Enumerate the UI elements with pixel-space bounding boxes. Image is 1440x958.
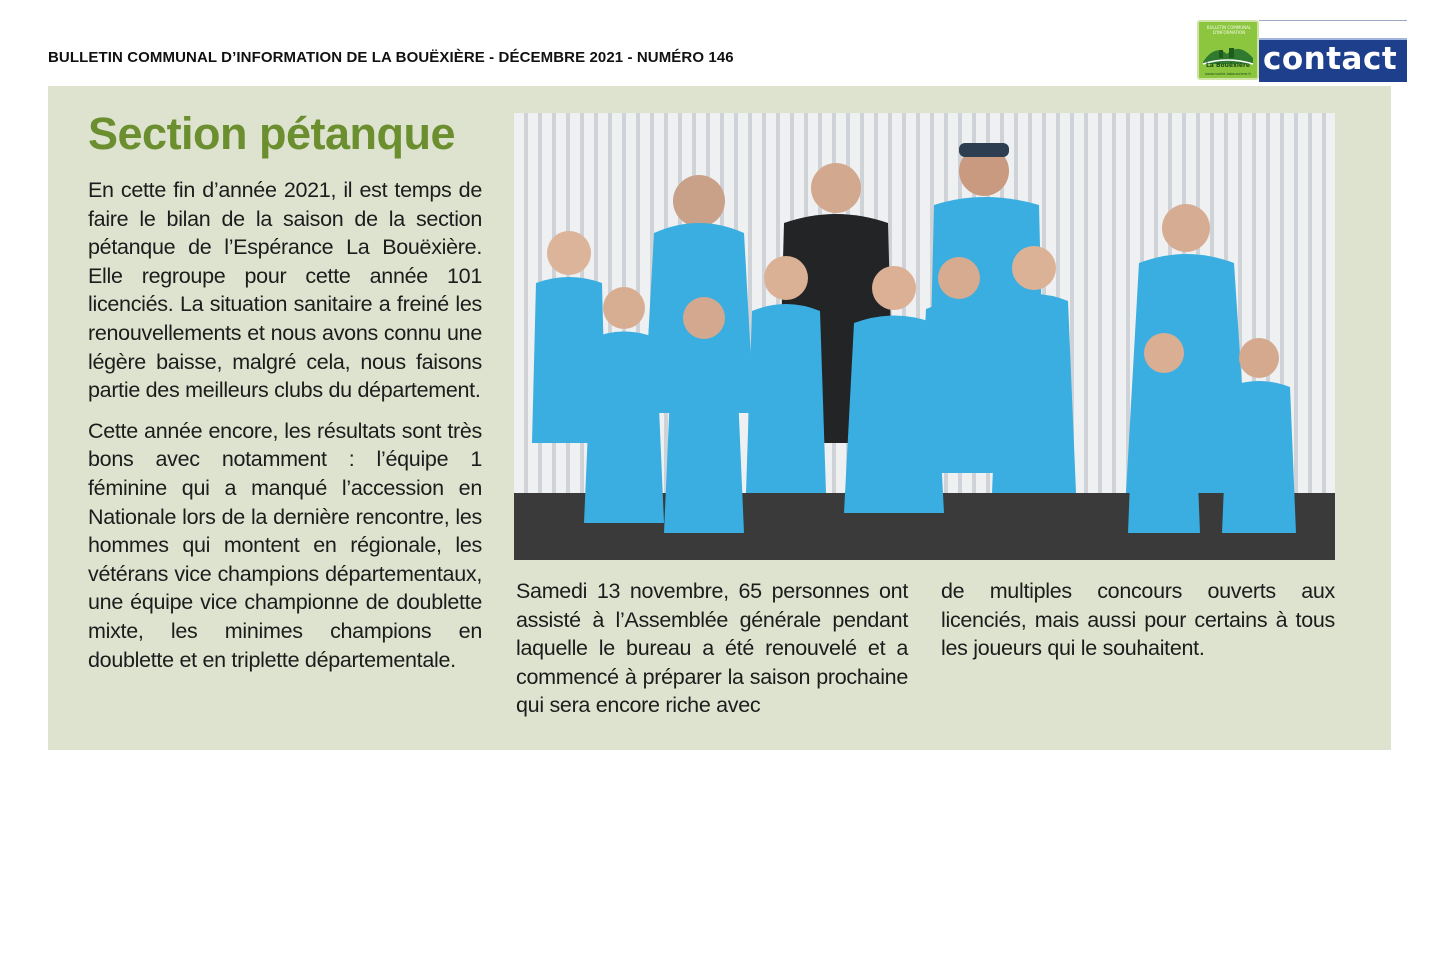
contact-word: contact xyxy=(1263,41,1398,77)
contact-logo xyxy=(1197,20,1407,82)
town-emblem xyxy=(1197,20,1259,80)
article-body xyxy=(88,176,482,686)
photo-caption-part1: Samedi 13 novembre, 65 personnes ont assisté à l’Assemblée générale pendant laquelle le bureau a été renouvelé et a commencé à préparer la saison prochaine qui sera encore riche avec xyxy=(516,579,908,718)
photo-caption-part2: de multiples concours ouverts aux licenciés, mais aussi pour certains à tous les joueurs qui le souhaitent. xyxy=(941,579,1335,661)
logo-divider xyxy=(1259,20,1407,21)
contact-wordmark xyxy=(1259,38,1407,82)
logo-small-text: BULLETIN COMMUNAL D'INFORMATION xyxy=(1206,25,1252,35)
logo-url: www.mairie-labouexiere.fr xyxy=(1204,72,1252,76)
logo-town: La Bouëxière xyxy=(1205,62,1251,69)
team-photo xyxy=(514,113,1335,560)
paragraph-intro: En cette fin d’année 2021, il est temps de faire le bilan de la saison de la section pétanque de l’Espérance La Bouëxière. Elle regroupe pour cette année 101 licenciés. La situation sanitaire a freiné les renouvellements et nous avons connu une légère baisse, malgré cela, nous faisons partie des meilleurs clubs du département. xyxy=(88,178,482,403)
article-title: Section pétanque xyxy=(88,108,456,159)
team-photo-illustration xyxy=(514,113,1335,560)
bulletin-header: BULLETIN COMMUNAL D’INFORMATION DE LA BOUËXIÈRE - DÉCEMBRE 2021 - NUMÉRO 146 xyxy=(48,49,734,66)
paragraph-results: Cette année encore, les résultats sont très bons avec notamment : l’équipe 1 féminine qui a manqué l’accession en Nationale lors de la dernière rencontre, les hommes qui montent en régionale, les vétérans vice champions départementaux, une équipe vice championne de doublette mixte, les minimes champions en doublette et en triplette départementale. xyxy=(88,418,482,672)
